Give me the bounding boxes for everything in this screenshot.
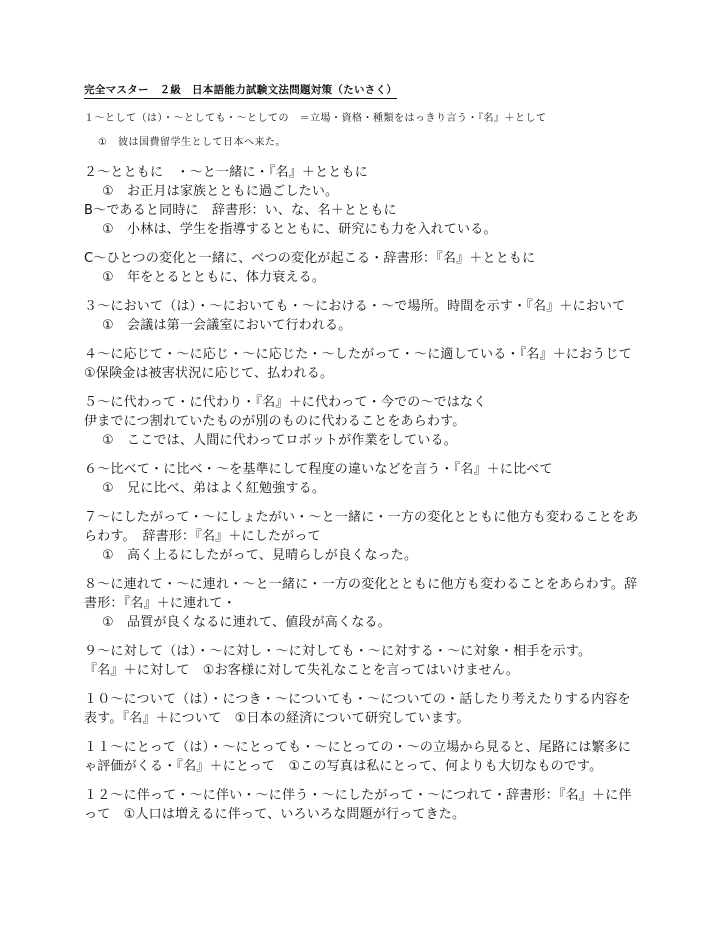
section-9	[84, 642, 668, 680]
section-line: ① 高く上るにしたがって、見晴らしが良くなった。	[102, 548, 418, 563]
section-line: ゃ評価がくる・『名』＋にとって ①この写真は私にとって、何よりも大切なものです。	[84, 759, 603, 774]
section-line: って ①人口は増えるに伴って、いろいろな問題が行ってきた。	[84, 807, 466, 822]
section-line: ６～比べて・に比べ・～を基準にして程度の違いなどを言う・『名』＋に比べて	[84, 462, 553, 477]
section-12	[84, 786, 668, 824]
page-title: 完全マスター ２級 日本語能力試験文法問題対策（たいさく）	[84, 82, 397, 99]
section-line: ３～において（は）・～においても・～における・～で場所。時間を示す・『名』＋において	[84, 299, 626, 314]
grammar-sections	[84, 163, 668, 824]
section-line: ①保険金は被害状況に応じて、払われる。	[84, 366, 334, 381]
section-4	[84, 345, 668, 383]
section-line: 表す。『名』＋について ①日本の経済について研究しています。	[84, 711, 470, 726]
intro-example: ① 彼は国費留学生として日本へ来た。	[98, 137, 286, 148]
section-line: ９～に対して（は）・～に対し・～に対しても・～に対する・～に対象・相手を示す。	[84, 644, 592, 659]
section-3	[84, 297, 668, 335]
intro-line: １～として（は）・～としても・～としての ＝立場・資格・種類をはっきり言う・『名』＋として	[84, 113, 547, 124]
section-line: ４～に応じて・～に応じ・～に応じた・～したがって・～に適している・『名』＋におうじて	[84, 347, 632, 362]
section-8	[84, 575, 668, 632]
section-5	[84, 393, 668, 450]
section-line: ① お正月は家族とともに過ごしたい。	[102, 184, 339, 199]
section-line: 書形：『名』＋に連れて・	[84, 596, 236, 611]
section-line: ２～とともに ・～と一緒に・『名』＋とともに	[84, 165, 368, 180]
section-c	[84, 249, 668, 287]
section-line: 伊までにつ割れていたものが別のものに代わることをあらわす。	[84, 414, 466, 429]
section-line: １０～について（は）・につき・～についても・～についての・話したり考えたりする内容を	[84, 692, 631, 707]
section-line: ５～に代わって・に代わり・『名』＋に代わって・今での～ではなく	[84, 395, 487, 410]
section-line: 『名』＋に対して ①お客様に対して失礼なことを言ってはいけません。	[84, 663, 520, 678]
section-line: ① 年をとるとともに、体力衰える。	[102, 270, 326, 285]
section-11	[84, 738, 668, 776]
section-line: ① 小林は、学生を指導するとともに、研究にも力を入れている。	[102, 222, 497, 237]
section-line: ① 会議は第一会議室において行われる。	[102, 318, 352, 333]
section-2	[84, 163, 668, 239]
section-line: ① 兄に比べ、弟はよく紅勉強する。	[102, 481, 326, 496]
section-line: １１～にとって（は）・～にとっても・～にとっての・～の立場から見ると、尾路には繁多に	[84, 740, 632, 755]
section-line: B～であると同時に 辞書形：い、な、名＋とともに	[84, 203, 397, 218]
section-line: ７～にしたがって・～にしょたがい・～と一緒に・一方の変化とともに他方も変わることをあ	[84, 510, 639, 525]
section-10	[84, 690, 668, 728]
section-6	[84, 460, 668, 498]
section-line: ① ここでは、人間に代わってロボットが作業をしている。	[102, 433, 457, 448]
section-line: らわす。 辞書形：『名』＋にしたがって	[84, 529, 321, 544]
section-7	[84, 508, 668, 565]
section-line: ① 品質が良くなるに連れて、値段が高くなる。	[102, 615, 391, 630]
section-line: C～ひとつの変化と一緒に、べつの変化が起こる・辞書形：『名』＋とともに	[84, 251, 536, 266]
section-line: １２～に伴って・～に伴い・～に伴う・～にしたがって・～につれて・辞書形：『名』＋に伴	[84, 788, 632, 803]
section-line: ８～に連れて・～に連れ・～と一緒に・一方の変化とともに他方も変わることをあらわす。辞	[84, 577, 638, 592]
